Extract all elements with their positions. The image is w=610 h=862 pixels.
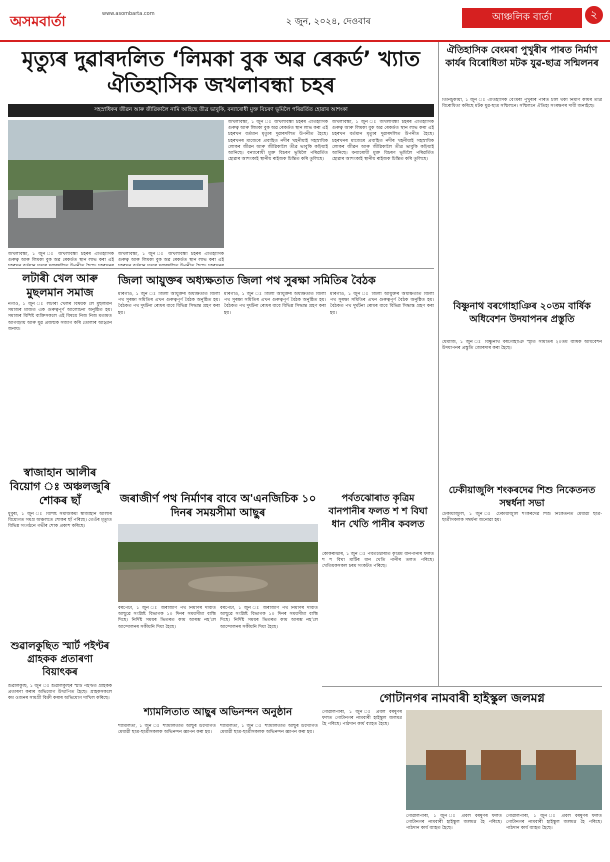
road-safety-headline: জিলা আয়ুক্তৰ অধ্যক্ষতাত জিলা পথ সুৰক্ষা সমিতিৰ বৈঠক	[118, 274, 376, 287]
session-headline: বিষ্ণুনাথ বৰগোহাঞিৰ ২০তম বাৰ্ষিক অধিবেশন উদযাপনৰ প্ৰস্তুতি	[453, 301, 591, 325]
lottery-body: নগাঁও, ১ জুন ঃ লটাৰী খেলৰ বিষয়ক লৈ মুছলমান সমাজৰ মাজত এক গুৰুত্বপূৰ্ণ আলোচনা অনুষ্ঠিত হয়। সমাজৰ বিশিষ্ট ব্যক্তিসকলে এই বিষয়ে নিজ নিজ মতামত আগবঢ়ায় আৰু যুৱ প্ৰজন্মক সজাগ কৰি তোলাৰ আহ্বান জনায়।	[8, 302, 112, 332]
lead-body-3: জখলাবন্ধা, ১ জুন ঃ জখলাবন্ধা চহৰৰ ঐতিহাসিক গুৰুত্ব আৰু লিমকা বুক অৱ ৰেকৰ্ডত স্থান লাভ কৰা এই চহৰখন বৰ্তমান মৃত্যুৰ দুৱাৰদলিত উপনীত হৈছে। চহৰখনৰ মাজেৰে প্ৰবাহিত নদীৰ খহনীয়াই সহস্ৰাধিক লোকৰ জীৱন আৰু জীৱিকালৈ তীব্ৰ ভাবুকি কঢ়িয়াই আনিছে। বন্যাৰোধী মুক্ত বিচৰণ ভূমিলৈ পৰিৱৰ্তিত হোৱাৰ আশংকাই স্থানীয় ৰাইজক চিন্তিত কৰি তুলিছে।	[228, 120, 328, 163]
flooded-classroom-photo	[406, 710, 602, 810]
aasu-body-2: শ্যামলিতা, ১ জুন ঃ শ্যামলিতাত আছুৰ উদ্যোগত মেধাৱী ছাত্ৰ-ছাত্ৰীসকলক অভিনন্দন জ্ঞাপন কৰা হয়।	[220, 724, 318, 736]
page-number: ২	[585, 6, 603, 24]
lead-body-4: জখলাবন্ধা, ১ জুন ঃ জখলাবন্ধা চহৰৰ ঐতিহাসিক গুৰুত্ব আৰু লিমকা বুক অৱ ৰেকৰ্ডত স্থান লাভ কৰা এই চহৰখন বৰ্তমান মৃত্যুৰ দুৱাৰদলিত উপনীত হৈছে। চহৰখনৰ মাজেৰে প্ৰবাহিত নদীৰ খহনীয়াই সহস্ৰাধিক লোকৰ জীৱন আৰু জীৱিকালৈ তীব্ৰ ভাবুকি কঢ়িয়াই আনিছে। বন্যাৰোধী মুক্ত বিচৰণ ভূমিলৈ পৰিৱৰ্তিত হোৱাৰ আশংকাই স্থানীয় ৰাইজক চিন্তিত কৰি তুলিছে।	[332, 120, 434, 163]
school-body-2: গোৱালপাৰা, ১ জুন ঃ প্ৰবল বৰষুণৰ ফলত গোটানগৰ নামবাৰী হাইস্কুল জলমগ্ন হৈ পৰিছে। পাঠদান কাৰ্য ব্যাহত হৈছে।	[406, 814, 502, 832]
smart-point-body: শুৱালকুছি, ১ জুন ঃ শুৱালকুছিৰ স্মাৰ্ট পইণ্টত গ্ৰাহকক প্ৰতাৰণা কৰাৰ অভিযোগ উত্থাপিত হৈছে। গ্ৰাহকসকলে কম ওজনৰ সামগ্ৰী বিক্ৰী কৰাৰ অভিযোগ দাখিল কৰিছে।	[8, 684, 112, 702]
condolence-headline: স্বাজাহান আলীৰ বিয়োগ ঃ অঞ্চলজুৰি শোকৰ ছাঁ	[9, 466, 111, 507]
road-safety-body-2: মৰিগাঁও, ১ জুন ঃ জিলা আয়ুক্তৰ অধ্যক্ষতাত জিলা পথ সুৰক্ষা সমিতিৰ এখন গুৰুত্বপূৰ্ণ বৈঠক অনুষ্ঠিত হয়। বৈঠকত পথ দুৰ্ঘটনা ৰোধৰ বাবে বিভিন্ন সিদ্ধান্ত গ্ৰহণ কৰা হয়।	[224, 292, 326, 316]
lead-subhead: সহস্ৰাধিকৰ জীৱন আৰু জীৱিকালৈ নামি আহিছে তীব্ৰ ভাবুকি, বন্যাৰোধী মুক্ত বিচৰণ ভূমিলৈ পৰিৱৰ্তিত হোৱাৰ আশংকা	[8, 104, 434, 117]
road-safety-body-3: মৰিগাঁও, ১ জুন ঃ জিলা আয়ুক্তৰ অধ্যক্ষতাত জিলা পথ সুৰক্ষা সমিতিৰ এখন গুৰুত্বপূৰ্ণ বৈঠক অনুষ্ঠিত হয়। বৈঠকত পথ দুৰ্ঘটনা ৰোধৰ বাবে বিভিন্ন সিদ্ধান্ত গ্ৰহণ কৰা হয়।	[330, 292, 434, 316]
classroom-image	[406, 710, 602, 810]
aasu-headline: শ্যামলিতাত আছুৰ অভিনন্দন অনুষ্ঠান	[143, 707, 293, 718]
newspaper-url: www.asombarta.com	[102, 11, 155, 17]
flood-body: কোকৰাঝাৰ, ১ জুন ঃ পৰ্বতঝোৰাত কৃত্ৰিম বানপানীৰ ফলত শ শ বিঘা মাটিৰ ধান খেতি পানীৰ তলত পৰিছে। খেতিয়কসকল চৰম সংকটত পৰিছে।	[322, 552, 434, 570]
school-headline: গোটানগৰ নামবাৰী হাইস্কুল জলমগ্ন	[379, 691, 545, 705]
aasu-body-1: শ্যামলিতা, ১ জুন ঃ শ্যামলিতাত আছুৰ উদ্যোগত মেধাৱী ছাত্ৰ-ছাত্ৰীসকলক অভিনন্দন জ্ঞাপন কৰা হয়।	[118, 724, 216, 736]
session-body: ধেমাজি, ১ জুন ঃ বিষ্ণুনাথ বৰগোহাঞি স্মৃতি সমিতিৰ ২০তম বাৰ্ষিক অধিবেশন উদযাপনৰ প্ৰস্তুতি জোৰদাৰ কৰা হৈছে।	[442, 340, 602, 352]
traffic-road-photo	[8, 120, 224, 248]
flood-headline: পৰ্বতঝোৰাত কৃত্ৰিম বানপানীৰ ফলত শ শ বিঘা ধান খেতি পানীৰ কবলত	[328, 493, 428, 530]
lead-body-2: জখলাবন্ধা, ১ জুন ঃ জখলাবন্ধা চহৰৰ ঐতিহাসিক গুৰুত্ব আৰু লিমকা বুক অৱ ৰেকৰ্ডত স্থান লাভ কৰা এই	[118, 252, 224, 264]
issue-date: ২ জুন, ২০২৪, দেওবাৰ	[286, 17, 371, 27]
broken-road-photo	[118, 524, 318, 602]
ngo-body-2: বৰপেটা, ১ জুন ঃ জৰাজীৰ্ণ পথ নিৰ্মাণৰ দাবীত আছুৱে সংশ্লিষ্ট বিভাগক ১০ দিনৰ সময়সীমা বান্ধি দিছে। নিৰ্দিষ্ট সময়ৰ ভিতৰত কাম আৰম্ভ নহ'লে আন্দোলনৰ সকীয়নি দিয়া হৈছে।	[220, 606, 318, 630]
school-body-1: গোৱালপাৰা, ১ জুন ঃ প্ৰবল বৰষুণৰ ফলত গোটানগৰ নামবাৰী হাইস্কুল জলমগ্ন হৈ পৰিছে। পাঠদান কাৰ্য ব্যাহত হৈছে।	[322, 710, 402, 728]
pond-headline: ঐতিহাসিক বেংমৰা পুখুৰীৰ পাৰত নিৰ্মাণ কাৰ্যৰ বিৰোধিতা মটক যুৱ-ছাত্ৰ সন্মিলনৰ	[445, 45, 599, 69]
ngo-headline: জৰাজীৰ্ণ পথ নিৰ্মাণৰ বাবে অ'এনজিচিক ১০ দিনৰ সময়সীমা আছুৰ	[119, 492, 317, 519]
lead-headline: মৃত্যুৰ দুৱাৰদলিত ‘লিমকা বুক অৱ ৰেকৰ্ড’ খ্যাত ঐতিহাসিক জখলাবন্ধা চহৰ	[21, 47, 420, 97]
smart-point-headline: শুৱালকুছিত স্মাৰ্ট পইণ্টৰ গ্ৰাহকক প্ৰতাৰণা বিয়াৎকৰ	[10, 641, 110, 678]
lead-photo	[8, 120, 224, 248]
ngo-body-1: বৰপেটা, ১ জুন ঃ জৰাজীৰ্ণ পথ নিৰ্মাণৰ দাবীত আছুৱে সংশ্লিষ্ট বিভাগক ১০ দিনৰ সময়সীমা বান্ধি দিছে। নিৰ্দিষ্ট সময়ৰ ভিতৰত কাম আৰম্ভ নহ'লে আন্দোলনৰ সকীয়নি দিয়া হৈছে।	[118, 606, 216, 630]
divider-bottom	[322, 686, 602, 687]
broken-road-image	[118, 524, 318, 602]
dhekiajuli-body: ঢেকীয়াজুলি, ১ জুন ঃ ঢেকীয়াজুলি শংকৰদেৱ শিশু নিকেতনত মেধাৱী ছাত্ৰ-ছাত্ৰীসকলক সম্বৰ্ধনা জনোৱা হয়।	[442, 512, 602, 524]
section-title: আঞ্চলিক বাৰ্তা	[462, 8, 582, 28]
divider	[8, 268, 434, 269]
newspaper-logo: অসমবাৰ্তা	[10, 14, 66, 30]
road-safety-body-1: মৰিগাঁও, ১ জুন ঃ জিলা আয়ুক্তৰ অধ্যক্ষতাত জিলা পথ সুৰক্ষা সমিতিৰ এখন গুৰুত্বপূৰ্ণ বৈঠক অনুষ্ঠিত হয়। বৈঠকত পথ দুৰ্ঘটনা ৰোধৰ বাবে বিভিন্ন সিদ্ধান্ত গ্ৰহণ কৰা হয়।	[118, 292, 220, 316]
lottery-headline: লটাৰী খেল আৰু মুছলমান সমাজ	[22, 272, 98, 299]
dhekiajuli-headline: ঢেকীয়াজুলি শংকৰদেৱ শিশু নিকেতনত সম্বৰ্ধনা সভা	[448, 485, 596, 509]
column-divider	[438, 42, 439, 686]
lead-body-1: জখলাবন্ধা, ১ জুন ঃ জখলাবন্ধা চহৰৰ ঐতিহাসিক গুৰুত্ব আৰু লিমকা বুক অৱ ৰেকৰ্ডত স্থান লাভ কৰা এই	[8, 252, 114, 264]
condolence-body: ধুবুৰী, ১ জুন ঃ বিশিষ্ট সমাজকৰ্মী স্বাজাহান আলীৰ বিয়োগত সমগ্ৰ অঞ্চলতে শোকৰ ছাঁ পৰিছে। তেওঁৰ মৃত্যুত বিভিন্ন সংগঠনে গভীৰ শোক প্ৰকাশ কৰিছে।	[8, 512, 112, 530]
pond-body: তিনিচুকীয়া, ১ জুন ঃ ঐতিহাসিক বেংমৰা পুখুৰীৰ পাৰত চলি থকা নিৰ্মাণ কাৰ্যৰ তীব্ৰ বিৰোধিতা কৰিছে মটক যুৱ-ছাত্ৰ সন্মিলনে। সন্মিলনে ঐতিহ্য সংৰক্ষণৰ দাবী জনাইছে।	[442, 98, 602, 110]
school-body-3: গোৱালপাৰা, ১ জুন ঃ প্ৰবল বৰষুণৰ ফলত গোটানগৰ নামবাৰী হাইস্কুল জলমগ্ন হৈ পৰিছে। পাঠদান কাৰ্য ব্যাহত হৈছে।	[506, 814, 602, 832]
